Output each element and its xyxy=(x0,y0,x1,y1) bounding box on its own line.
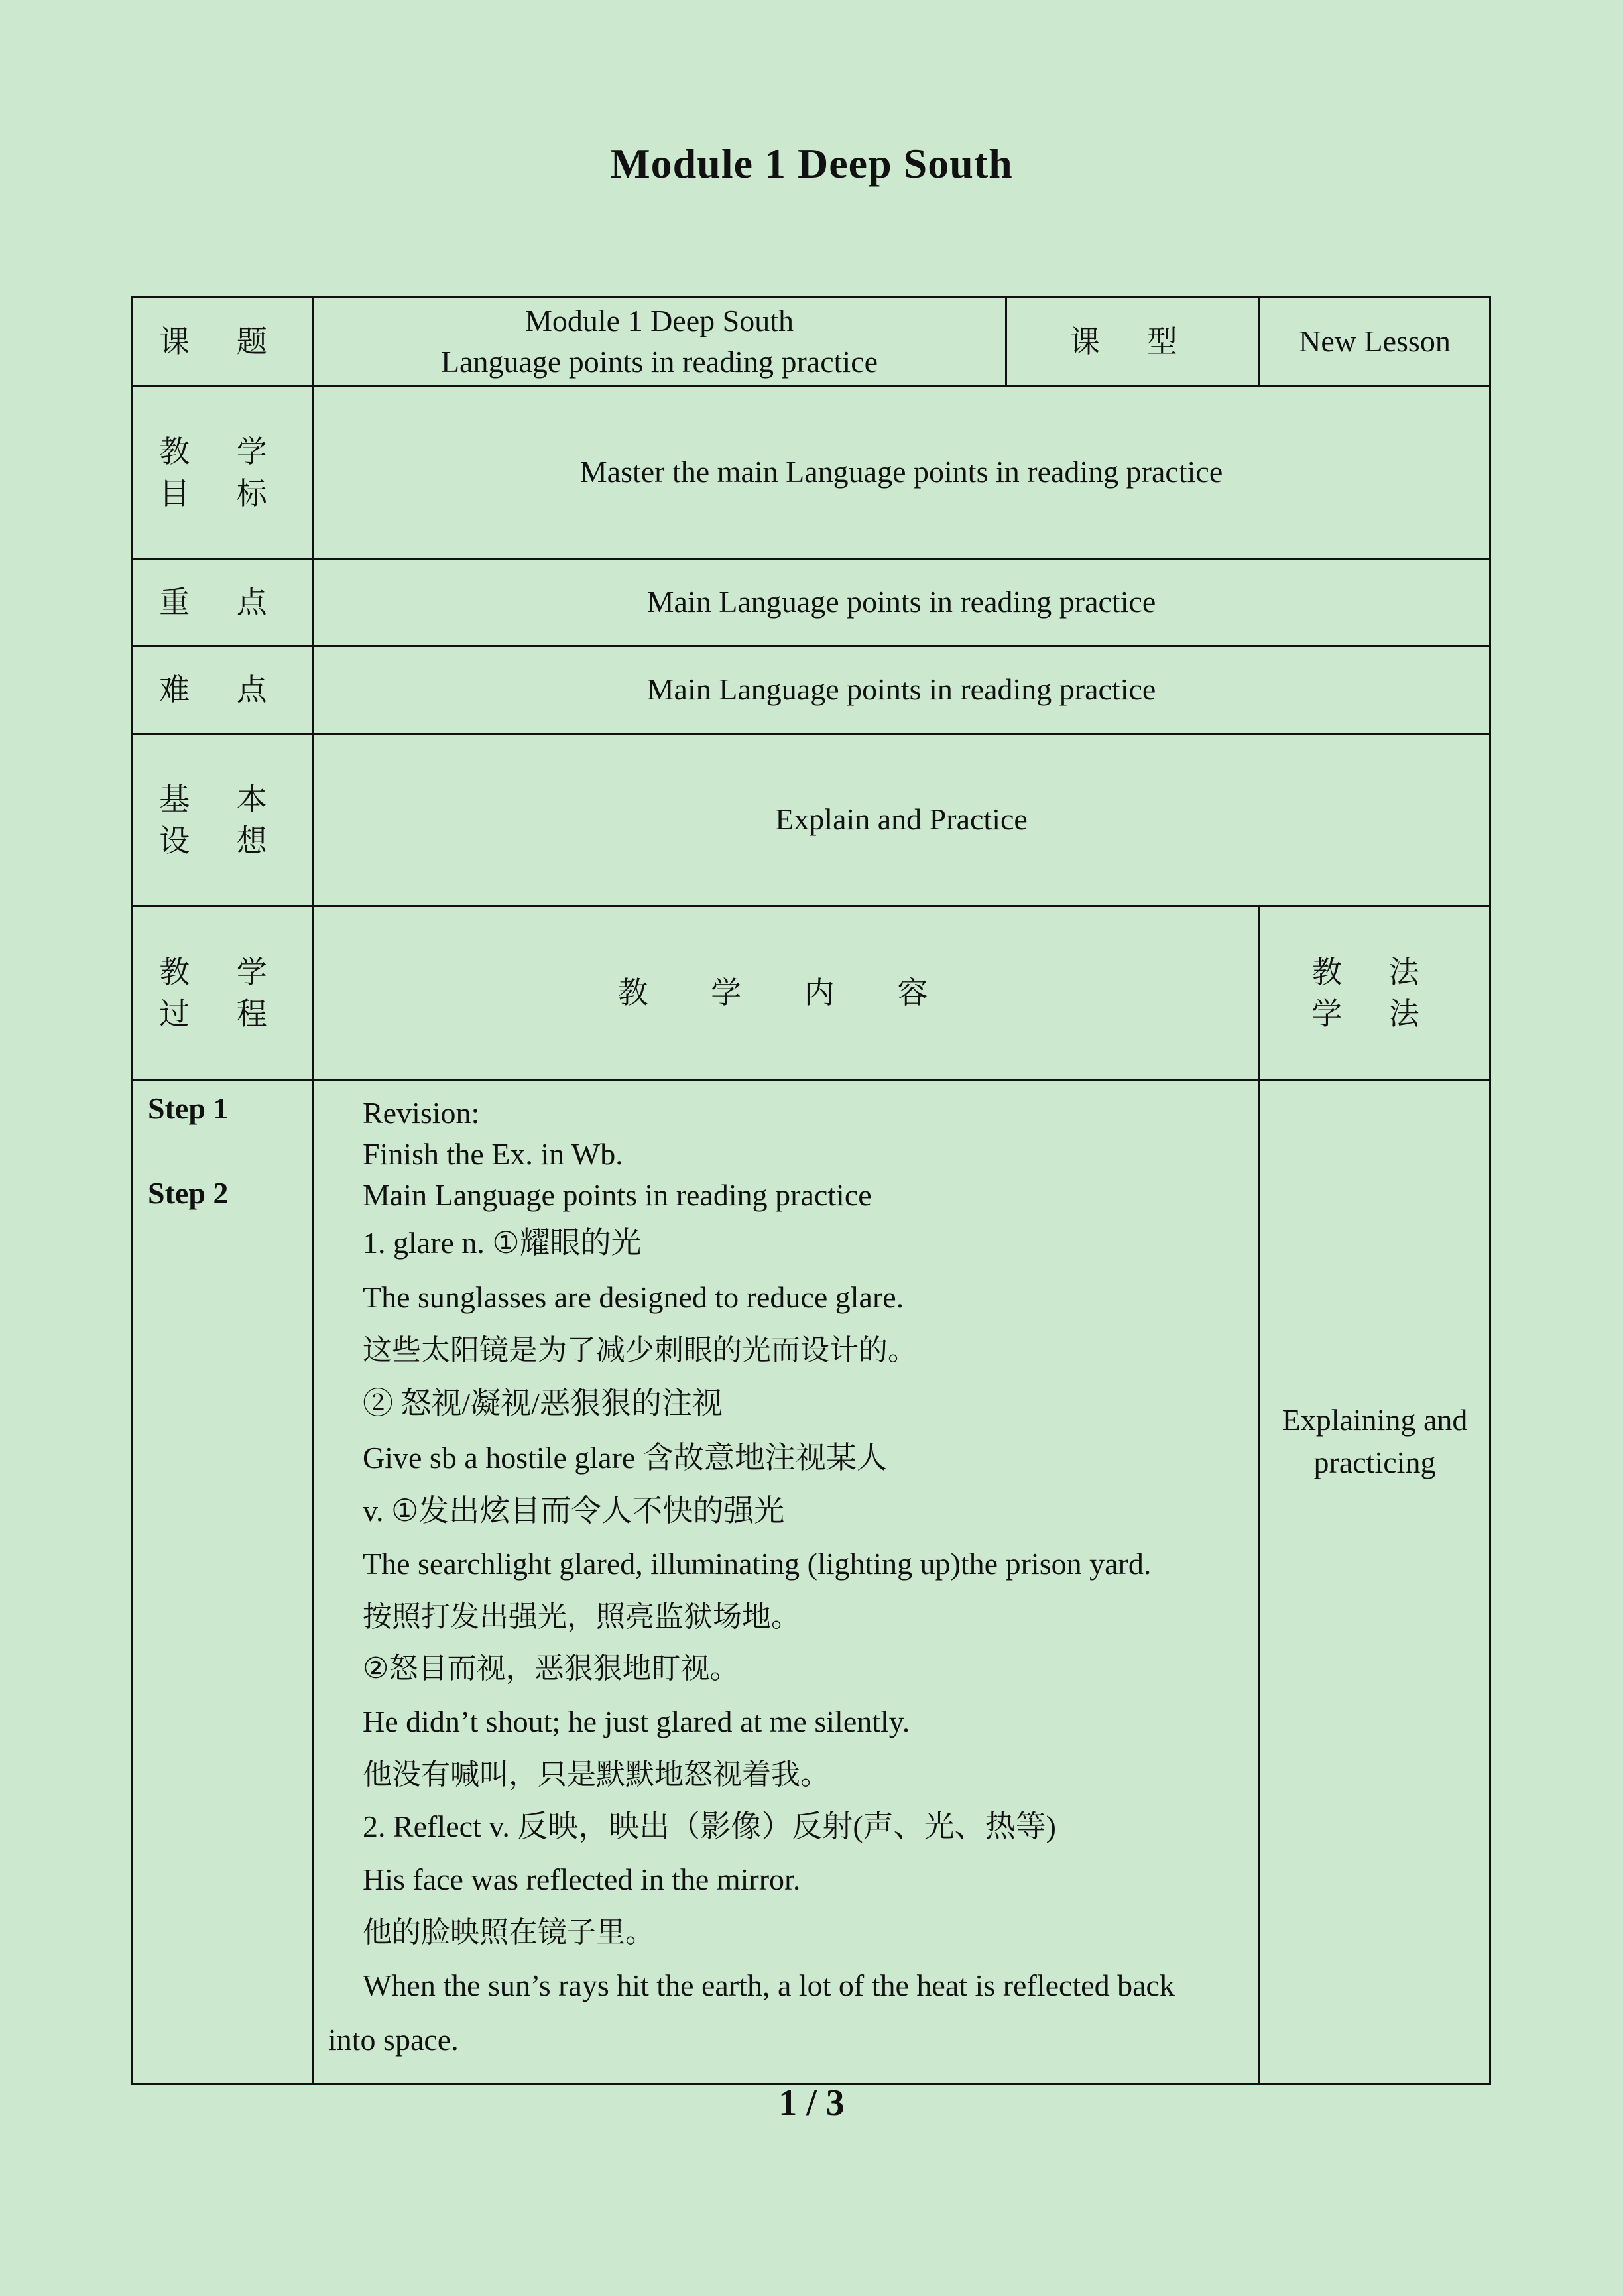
content-line: The searchlight glared, illuminating (lighting up)the prison yard. xyxy=(363,1547,1152,1581)
content-line: 他没有喊叫，只是默默地怒视着我。 xyxy=(363,1758,829,1791)
content-line: 1. glare n. ①耀眼的光 xyxy=(363,1226,642,1260)
table-row xyxy=(133,646,1490,734)
type-label: 课 型 xyxy=(1006,297,1260,387)
content-line: Give sb a hostile glare 含故意地注视某人 xyxy=(363,1441,887,1475)
method-cell xyxy=(1260,1080,1490,2084)
content-line: 2. Reflect v. 反映，映出（影像）反射(声、光、热等) xyxy=(363,1809,1056,1843)
page-title: Module 1 Deep South xyxy=(610,140,1013,187)
type-value: New Lesson xyxy=(1260,297,1490,387)
table-row xyxy=(133,734,1490,906)
method-text: Explaining and practicing xyxy=(1282,1403,1468,1479)
goal-label xyxy=(133,387,313,559)
steps-cell xyxy=(133,1080,313,2084)
method-label-line-1: 教 法 xyxy=(1311,954,1438,991)
table-row xyxy=(133,906,1490,1080)
idea-value: Explain and Practice xyxy=(313,734,1490,906)
goal-value: Master the main Language points in reading practice xyxy=(313,387,1490,559)
content-line: Revision: xyxy=(363,1096,480,1130)
method-label xyxy=(1260,906,1490,1080)
step-2-label: Step 2 xyxy=(148,1176,229,1210)
content-line: ② 怒视/凝视/恶狠狠的注视 xyxy=(363,1386,723,1420)
content-header: 教 学 内 容 xyxy=(313,906,1260,1080)
content-line: into space. xyxy=(328,2023,459,2057)
idea-label-line-2: 设 想 xyxy=(159,822,286,859)
content-line: Finish the Ex. in Wb. xyxy=(363,1137,623,1171)
content-line: The sunglasses are designed to reduce glare. xyxy=(363,1280,904,1314)
process-label-line-2: 过 程 xyxy=(159,995,286,1032)
topic-line-2: Language points in reading practice xyxy=(440,345,878,379)
content-line: ②怒目而视，恶狠狠地盯视。 xyxy=(363,1652,739,1685)
goal-label-line-1: 教 学 xyxy=(159,434,286,470)
topic-line-1: Module 1 Deep South xyxy=(524,303,794,337)
table-row xyxy=(133,1080,1490,2084)
lesson-plan-table xyxy=(131,296,1491,2085)
teaching-content xyxy=(313,1080,1260,2084)
content-line: Main Language points in reading practice xyxy=(363,1178,872,1212)
content-line: 按照打发出强光，照亮监狱场地。 xyxy=(363,1600,800,1634)
process-label-line-1: 教 学 xyxy=(159,954,286,991)
key-point-label: 重 点 xyxy=(133,559,313,646)
difficulty-label: 难 点 xyxy=(133,646,313,734)
goal-label-line-2: 目 标 xyxy=(159,475,286,511)
process-label xyxy=(133,906,313,1080)
method-label-line-2: 学 法 xyxy=(1311,995,1438,1032)
idea-label xyxy=(133,734,313,906)
table-row xyxy=(133,559,1490,646)
content-line: 他的脸映照在镜子里。 xyxy=(363,1915,654,1949)
difficulty-value: Main Language points in reading practice xyxy=(313,646,1490,734)
key-point-value: Main Language points in reading practice xyxy=(313,559,1490,646)
page-number: 1 / 3 xyxy=(778,2083,845,2124)
content-line: His face was reflected in the mirror. xyxy=(363,1862,801,1896)
content-line: 这些太阳镜是为了减少刺眼的光而设计的。 xyxy=(363,1333,917,1367)
content-line: v. ①发出炫目而令人不快的强光 xyxy=(363,1494,785,1528)
table-row xyxy=(133,297,1490,387)
idea-label-line-1: 基 本 xyxy=(159,781,286,817)
topic-label: 课 题 xyxy=(133,297,313,387)
content-line: He didn’t shout; he just glared at me silently. xyxy=(363,1705,910,1738)
content-line: When the sun’s rays hit the earth, a lot of the heat is reflected back xyxy=(363,1968,1175,2002)
topic-value xyxy=(313,297,1006,387)
table-row xyxy=(133,387,1490,559)
step-1-label: Step 1 xyxy=(148,1091,229,1125)
